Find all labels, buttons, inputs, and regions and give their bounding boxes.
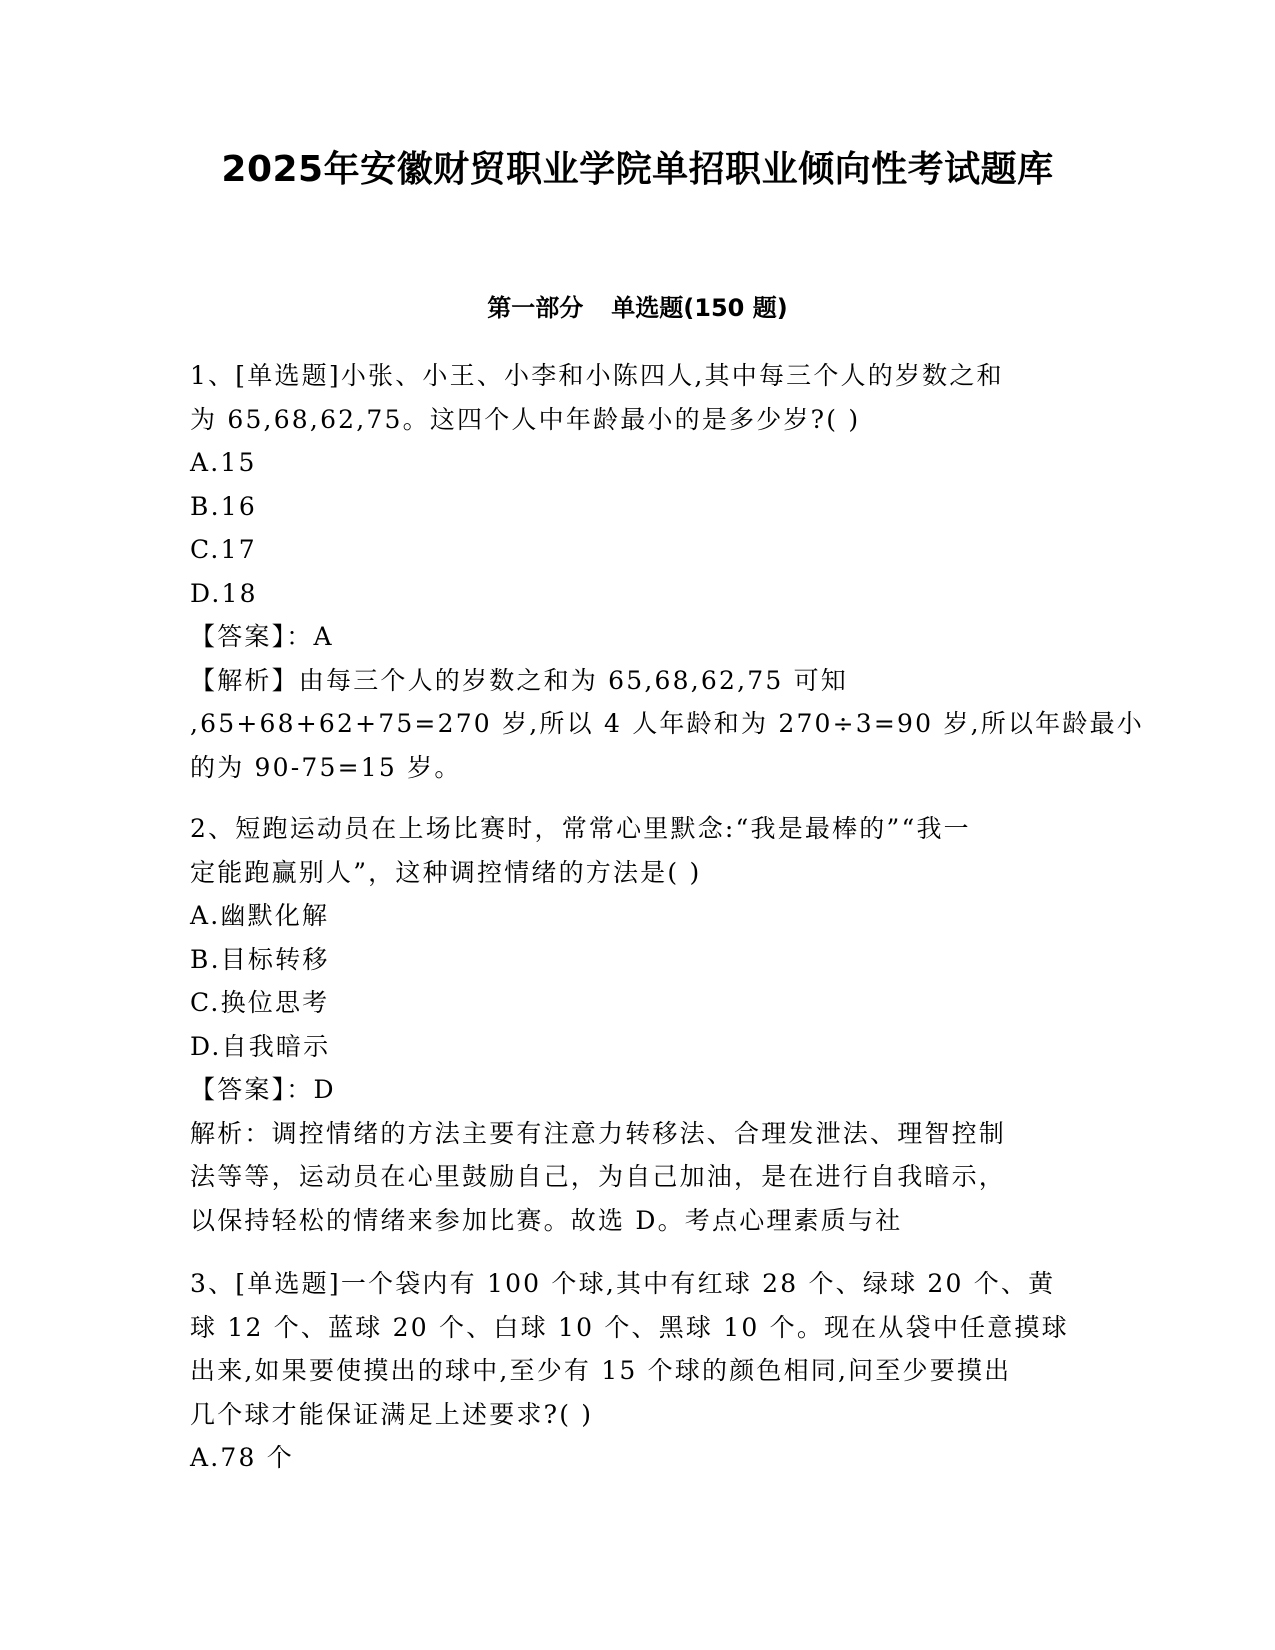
option-c: C.换位思考 (190, 988, 330, 1017)
option-a: A.幽默化解 (190, 901, 330, 930)
answer-line: 【答案】：D (190, 1075, 336, 1104)
question-stem-line: 2、短跑运动员在上场比赛时，常常心里默念:“我是最棒的”“我一 (190, 814, 971, 843)
option-b: B.目标转移 (190, 944, 330, 974)
document-title: 2025年安徽财贸职业学院单招职业倾向性考试题库 (221, 149, 1054, 190)
answer-line: 【答案】：A (190, 622, 334, 651)
option-a: A.15 (190, 448, 257, 477)
option-c: C.17 (190, 535, 257, 564)
question-stem-line: 1、[单选题]小张、小王、小李和小陈四人,其中每三个人的岁数之和 (190, 361, 1004, 390)
analysis-line: 以保持轻松的情绪来参加比赛。故选 D。考点心理素质与社 (190, 1205, 903, 1235)
question-stem-line: 定能跑赢别人”，这种调控情绪的方法是( ) (190, 857, 702, 887)
question-stem-line: 几个球才能保证满足上述要求?( ) (190, 1399, 594, 1429)
question-stem-line: 3、[单选题]一个袋内有 100 个球,其中有红球 28 个、绿球 20 个、黄 (190, 1269, 1056, 1298)
analysis-line: ,65+68+62+75=270 岁,所以 4 人年龄和为 270÷3=90 岁,所以年龄最小 (190, 709, 1144, 738)
analysis-line: 法等等，运动员在心里鼓励自己，为自己加油，是在进行自我暗示， (190, 1162, 1007, 1191)
question-2 (190, 807, 1070, 1242)
option-a: A.78 个 (190, 1443, 294, 1472)
analysis-line: 的为 90-75=15 岁。 (190, 752, 462, 782)
section-heading (0, 292, 1275, 324)
section-name: 单选题(150 题) (611, 294, 788, 322)
section-part: 第一部分 (487, 294, 584, 322)
question-3 (190, 1262, 1070, 1480)
option-d: D.18 (190, 578, 258, 608)
option-b: B.16 (190, 491, 257, 521)
option-d: D.自我暗示 (190, 1031, 331, 1061)
question-stem-line: 为 65,68,62,75。这四个人中年龄最小的是多少岁?( ) (190, 404, 861, 434)
analysis-line: 解析：调控情绪的方法主要有注意力转移法、合理发泄法、理智控制 (190, 1118, 1007, 1148)
question-stem-line: 球 12 个、蓝球 20 个、白球 10 个、黑球 10 个。现在从袋中任意摸球 (190, 1312, 1069, 1342)
question-1 (190, 354, 1144, 789)
analysis-line: 【解析】由每三个人的岁数之和为 65,68,62,75 可知 (190, 665, 848, 695)
question-stem-line: 出来,如果要使摸出的球中,至少有 15 个球的颜色相同,问至少要摸出 (190, 1356, 1012, 1385)
